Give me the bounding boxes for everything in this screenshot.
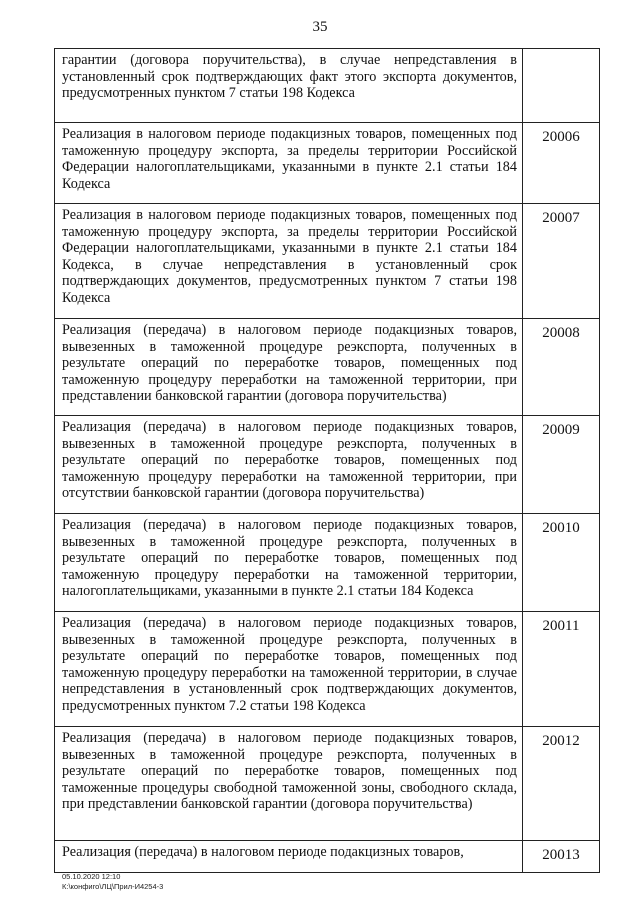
- code-cell: [523, 49, 600, 123]
- code-cell: 20007: [523, 204, 600, 319]
- table-row: [55, 514, 600, 612]
- code-cell: 20009: [523, 416, 600, 514]
- table-row: [55, 49, 600, 123]
- code-cell: 20008: [523, 319, 600, 416]
- description-cell: Реализация (передача) в налоговом периоде подакцизных товаров, вывезенных в таможенной процедуре реэкспорта, полученных в результате операций по переработке товаров, помещенных под таможенную процедуру переработки на таможенной территории, в случае непредставления в установленный срок подтверждающих документов, предусмотренных пунктом 7.2 статьи 198 Кодекса: [55, 612, 523, 727]
- table-row: [55, 123, 600, 204]
- table-row: [55, 612, 600, 727]
- description-cell: Реализация в налоговом периоде подакцизных товаров, помещенных под таможенную процедуру экспорта, за пределы территории Российской Федерации налогоплательщиками, указанными в пункте 2.1 статьи 184 Кодекса: [55, 123, 523, 204]
- page-number: 35: [312, 19, 328, 35]
- description-cell: Реализация (передача) в налоговом периоде подакцизных товаров, вывезенных в таможенной процедуре реэкспорта, полученных в результате операций по переработке товаров, помещенных под таможенные процедуры свободной таможенной зоны, свободного склада, при представлении банковской гарантии (договора поручительства): [55, 727, 523, 841]
- table-row: [55, 319, 600, 416]
- table-row: [55, 204, 600, 319]
- description-cell: гарантии (договора поручительства), в случае непредставления в установленный срок подтверждающих факт этого экспорта документов, предусмотренных пунктом 7 статьи 198 Кодекса: [55, 49, 523, 123]
- code-table: [54, 48, 600, 873]
- code-cell: 20012: [523, 727, 600, 841]
- code-cell: 20011: [523, 612, 600, 727]
- print-footer: [62, 872, 163, 891]
- print-timestamp: 05.10.2020 12:10: [62, 872, 121, 881]
- description-cell: Реализация (передача) в налоговом периоде подакцизных товаров, вывезенных в таможенной процедуре реэкспорта, полученных в результате операций по переработке товаров, помещенных под таможенную процедуру переработки на таможенной территории, при представлении банковской гарантии (договора поручительства): [55, 319, 523, 416]
- code-cell: 20013: [523, 841, 600, 873]
- description-cell: Реализация (передача) в налоговом периоде подакцизных товаров, вывезенных в таможенной процедуре реэкспорта, полученных в результате операций по переработке товаров, помещенных под таможенную процедуру переработки на таможенной территории, при отсутствии банковской гарантии (договора поручительства): [55, 416, 523, 514]
- table-row: [55, 841, 600, 873]
- table-row: [55, 416, 600, 514]
- description-cell: Реализация (передача) в налоговом периоде подакцизных товаров, вывезенных в таможенной процедуре реэкспорта, полученных в результате операций по переработке товаров, помещенных под таможенную процедуру переработки на таможенной территории, налогоплательщиками, указанными в пункте 2.1 статьи 184 Кодекса: [55, 514, 523, 612]
- table-row: [55, 727, 600, 841]
- description-cell: Реализация (передача) в налоговом периоде подакцизных товаров,: [55, 841, 523, 873]
- code-cell: 20010: [523, 514, 600, 612]
- file-path: К:\конфиго\ЛЦ\Прил-И4254-3: [62, 881, 164, 891]
- code-cell: 20006: [523, 123, 600, 204]
- description-cell: Реализация в налоговом периоде подакцизных товаров, помещенных под таможенную процедуру экспорта, за пределы территории Российской Федерации налогоплательщиками, указанными в пункте 2.1 статьи 184 Кодекса, в случае непредставления в установленный срок подтверждающих документов, предусмотренных пунктом 7 статьи 198 Кодекса: [55, 204, 523, 319]
